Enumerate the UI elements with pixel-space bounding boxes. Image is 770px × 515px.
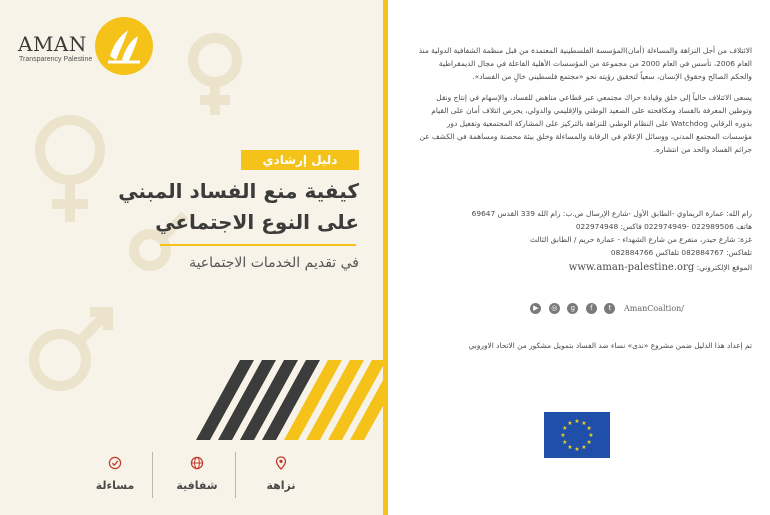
- title-divider: [160, 244, 356, 246]
- website-link[interactable]: www.aman-palestine.org: [568, 262, 695, 273]
- cover-panel: [0, 0, 383, 515]
- value-separator: [235, 452, 236, 498]
- eu-star-icon: ★: [574, 446, 580, 453]
- eu-flag-logo: [544, 412, 610, 458]
- contact-section: [416, 207, 752, 274]
- about-paragraph: يسعى الائتلاف حالياً إلى خلق وقيادة حراك مجتمعي عبر قطاعي مناهض للفساد، والإسهام في إنتاج ونقل وتوطين المعرفة بالفساد ومكافحته على الصعيد الوطني والإقليمي والدولي، يحرص ائتلاف أمان على القيام بدوره الرقابي Watchdog على النظام الوطني للنزاهة بالتركيز على المشاركة المجتمعية وتفعيل دور مؤسسات المجتمع المدني، ووسائل الإعلام في الرقابة والمساءلة وخلق بيئة محصنة ومساهمة في الكشف عن جرائم الفساد والحد من انتشاره.: [419, 93, 752, 154]
- social-links: [484, 303, 684, 319]
- page-subtitle: في تقديم الخدمات الاجتماعية: [189, 255, 359, 271]
- instagram-icon[interactable]: ◎: [549, 303, 560, 314]
- title-line-1: كيفية منع الفساد المبني: [118, 179, 359, 203]
- logo-wordmark: AMAN: [18, 32, 87, 56]
- eu-star-icon: ★: [567, 419, 573, 427]
- value-transparency-label: شفافية: [176, 479, 218, 492]
- location-pin-icon: [274, 456, 288, 470]
- title-line-2: على النوع الاجتماعي: [155, 210, 359, 234]
- aman-emblem-icon: [94, 16, 154, 76]
- eu-star-icon: ★: [586, 439, 592, 446]
- aman-logo: [18, 16, 158, 76]
- value-accountability: [80, 452, 150, 502]
- eu-star-icon: ★: [581, 444, 587, 452]
- globe-icon: [190, 456, 204, 470]
- social-handle[interactable]: /AmanCoaltion: [624, 304, 684, 313]
- value-accountability-label: مساءلة: [95, 479, 135, 492]
- website-label: الموقع الإلكتروني:: [696, 263, 752, 272]
- about-section: [416, 44, 752, 164]
- eu-star-icon: ★: [574, 418, 580, 425]
- eu-star-icon: ★: [586, 425, 592, 432]
- eu-star-icon: ★: [562, 439, 568, 446]
- eu-star-icon: ★: [560, 432, 566, 439]
- value-separator: [152, 452, 153, 498]
- eu-star-icon: ★: [567, 444, 573, 452]
- twitter-icon[interactable]: t: [604, 303, 615, 314]
- funding-note: تم إعداد هذا الدليل ضمن مشروع «ندى» نساء ضد الفساد بتمويل مشكور من الاتحاد الاوروبي: [468, 341, 752, 350]
- guide-tag: دليل إرشادي: [241, 150, 359, 170]
- eu-star-icon: ★: [588, 432, 594, 439]
- gaza-phones: تلفاكس: 082884767 تلفاكس 082884766: [610, 248, 752, 257]
- website-row: [416, 261, 752, 274]
- values-row: [80, 452, 320, 502]
- eu-star-icon: ★: [562, 425, 568, 432]
- diagonal-stripes-decoration: [196, 360, 383, 440]
- about-paragraph: الائتلاف من أجل النزاهة والمساءلة (أمان)المؤسسة الفلسطينية المعتمدة من قبل منظمة الشفافية الدولية منذ العام 2006، تأسس في العام 2000 من مجموعة من المؤسسات الأهلية الفاعلة في مجال الديمقراطية والحكم الصالح وحقوق الإنسان، سعياً لتحقيق رؤيته نحو «مجتمع فلسطيني خالٍ من الفساد».: [418, 46, 752, 81]
- value-integrity: [246, 452, 316, 502]
- ramallah-address: رام الله: عمارة الريماوي -الطابق الأول -شارع الإرسال ص.ب: رام الله 339 القدس 69647: [471, 209, 752, 218]
- google-plus-icon[interactable]: g: [567, 303, 578, 314]
- ramallah-phones: هاتف 022989506 -022974949 فاكس: 022974948: [575, 222, 752, 231]
- gaza-address: غزة: شارع حيدر، متفرع من شارع الشهداء - عمارة حريم / الطابق الثالث: [530, 235, 752, 244]
- eu-star-icon: ★: [581, 419, 587, 427]
- page-title: [29, 176, 359, 238]
- value-transparency: [162, 452, 232, 502]
- back-page: [388, 0, 770, 515]
- logo-subtext: Transparency Palestine: [19, 56, 93, 63]
- check-circle-icon: [108, 456, 122, 470]
- youtube-icon[interactable]: ▶: [530, 303, 541, 314]
- value-integrity-label: نزاهة: [266, 479, 296, 492]
- facebook-icon[interactable]: f: [586, 303, 597, 314]
